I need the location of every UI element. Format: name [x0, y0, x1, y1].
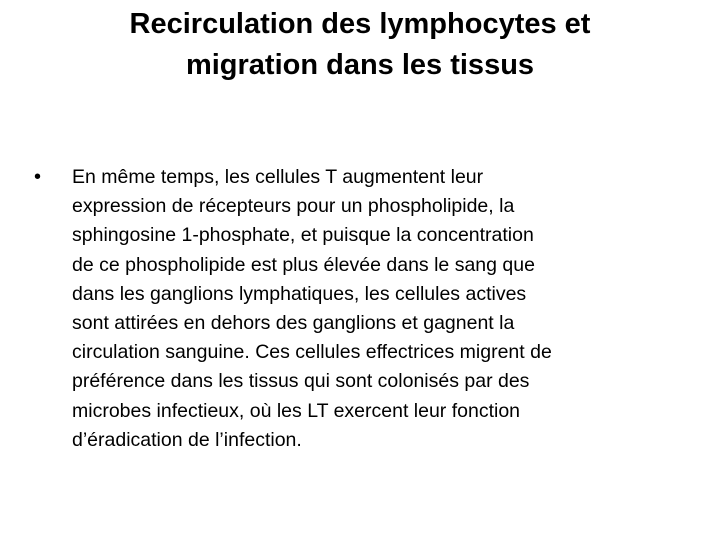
- bullet-line: microbes infectieux, où les LT exercent leur fonction: [72, 399, 521, 422]
- bullet-text: [72, 163, 694, 455]
- title-line: migration dans les tissus: [185, 49, 535, 81]
- bullet-line: préférence dans les tissus qui sont colonisés par des: [72, 370, 530, 393]
- bullet-line: circulation sanguine. Ces cellules effectrices migrent de: [72, 341, 552, 364]
- bullet-line: dans les ganglions lymphatiques, les cellules actives: [72, 282, 527, 305]
- bullet-line: sphingosine 1-phosphate, et puisque la concentration: [72, 224, 534, 247]
- bullet-line: expression de récepteurs pour un phospholipide, la: [72, 195, 515, 218]
- bullet-item: [34, 163, 694, 455]
- bullet-line: sont attirées en dehors des ganglions et gagnent la: [72, 312, 515, 335]
- bullet-list: [34, 163, 694, 455]
- slide-title: [40, 4, 680, 86]
- bullet-icon: •: [34, 166, 42, 188]
- bullet-line: En même temps, les cellules T augmentent leur: [72, 166, 484, 188]
- title-line: Recirculation des lymphocytes et: [129, 8, 591, 40]
- bullet-line: d’éradication de l’infection.: [72, 428, 302, 451]
- bullet-line: de ce phospholipide est plus élevée dans le sang que: [72, 253, 535, 276]
